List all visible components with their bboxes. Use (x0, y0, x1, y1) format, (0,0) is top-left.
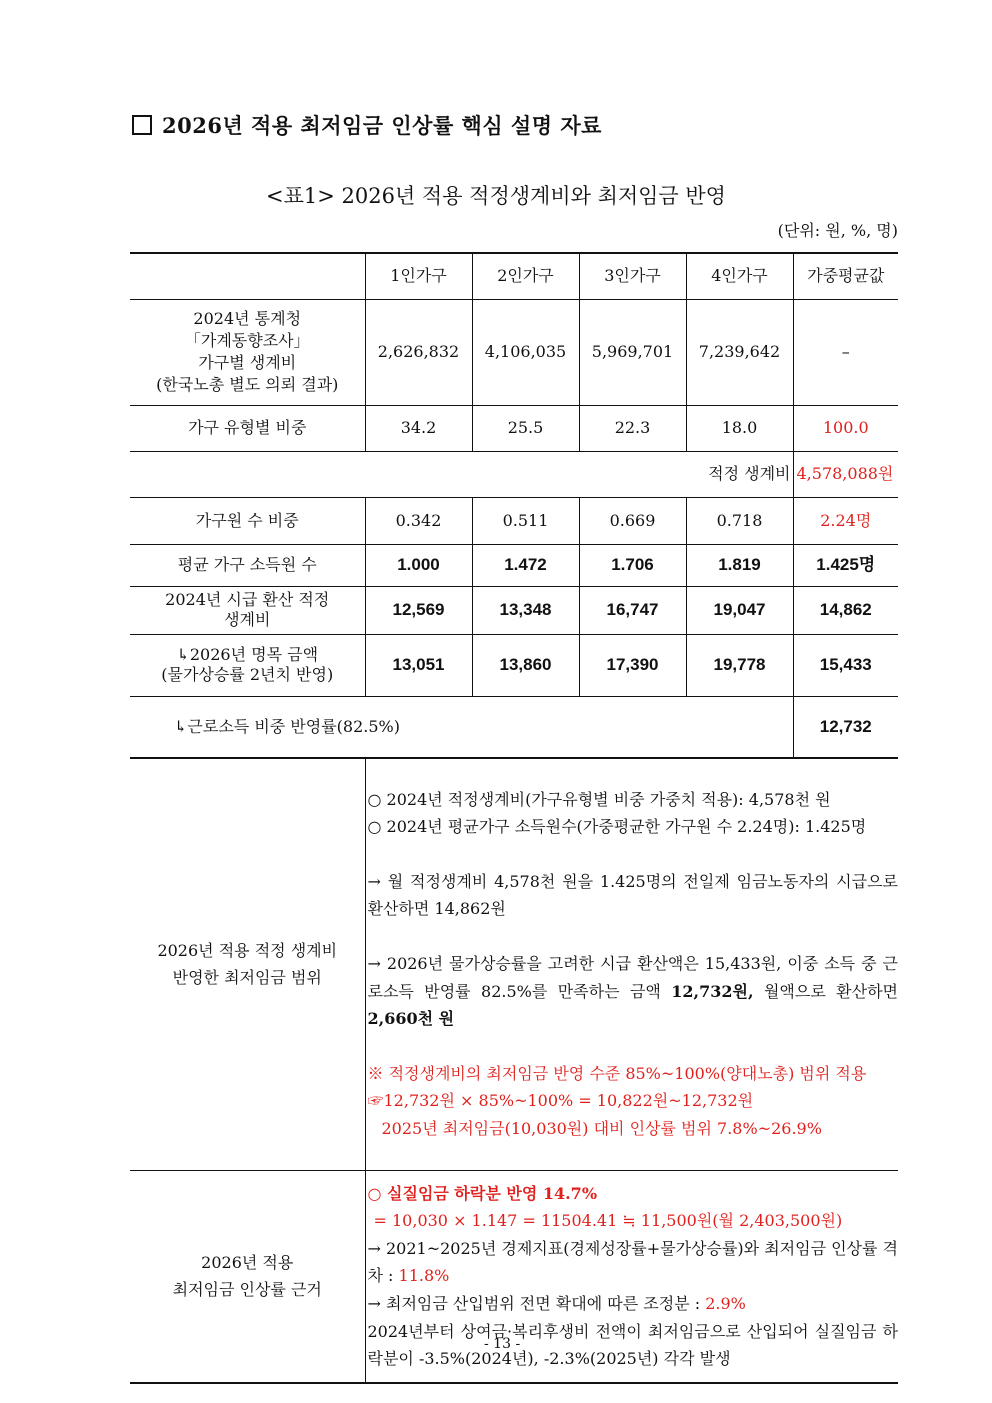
table-cell: 16,747 (579, 586, 686, 634)
table-cell: 2,626,832 (365, 299, 472, 405)
column-header: 2인가구 (472, 253, 579, 299)
table-row-adequate-cost (130, 451, 898, 497)
label-line: (물가상승률 2년치 반영) (161, 665, 334, 684)
unit-note: (단위: 원, %, 명) (777, 221, 898, 240)
column-header: 가중평균값 (793, 253, 898, 299)
table-header-row (130, 253, 898, 299)
label-line: 2024년 통계청 (193, 308, 302, 328)
label-line: 반영한 최저임금 범위 (172, 968, 322, 987)
table-cell: 22.3 (579, 405, 686, 451)
section1-note: ※ 적정생계비의 최저임금 반영 수준 85%~100%(양대노총) 범위 적용 (367, 1063, 867, 1083)
table-cell-total: 1.425명 (793, 544, 898, 586)
table-cell: 0.511 (472, 497, 579, 544)
section1-line: ○ 2024년 적정생계비(가구유형별 비중 가중치 적용): 4,578천 원 (367, 789, 831, 809)
living-cost-table (130, 252, 898, 759)
text-run: 월액으로 환산하면 (753, 981, 899, 1001)
section1-line (368, 950, 899, 1033)
table-cell: 19,778 (686, 634, 793, 696)
row-label-living-cost (130, 299, 365, 405)
row-label-hourly (130, 586, 365, 634)
document-title (132, 110, 602, 140)
text-run: → 최저임금 산입범위 전면 확대에 따른 조정분 : (367, 1294, 706, 1313)
section2-label (130, 1171, 365, 1383)
table-cell: 0.669 (579, 497, 686, 544)
label-line: 생계비 (224, 610, 271, 629)
table-row-hourly-2024 (130, 586, 898, 634)
table-row-avg-earners (130, 544, 898, 586)
table-cell-total: 2.24명 (793, 497, 898, 544)
label-line: 2026년 적용 적정 생계비 (157, 940, 338, 960)
row-label-nominal (130, 634, 365, 696)
row-label: 가구원 수 비중 (130, 497, 365, 544)
table-row-living-cost (130, 299, 898, 405)
text-run: → 2026년 물가상승률을 고려한 시급 환산액은 15,433원, 이중 소득 중 근로소득 반영률 82.5%를 만족하는 금액 (367, 953, 898, 1001)
table-cell: 0.718 (686, 497, 793, 544)
table-cell: 13,860 (472, 634, 579, 696)
table-cell: 0.342 (365, 497, 472, 544)
table-cell-total: 15,433 (793, 634, 898, 696)
column-header: 1인가구 (365, 253, 472, 299)
table-cell: 4,106,035 (472, 299, 579, 405)
emphasis-amount: 2,660천 원 (367, 1009, 455, 1029)
table-cell: 17,390 (579, 634, 686, 696)
page-number: - 13 - (484, 1336, 521, 1352)
section1-label (130, 758, 365, 1171)
label-line: 「가계동향조사」 (184, 330, 310, 350)
title-text: 2026년 적용 최저임금 인상률 핵심 설명 자료 (162, 113, 602, 138)
table-cell: 13,348 (472, 586, 579, 634)
section1-range: 2025년 최저임금(10,030원) 대비 인상률 범위 7.8%~26.9% (381, 1118, 822, 1138)
section1-calc: ☞12,732원 × 85%~100% = 10,822원~12,732원 (367, 1091, 754, 1111)
table-cell-total: 14,862 (793, 586, 898, 634)
labor-income-value: 12,732 (793, 696, 898, 758)
table-row-labor-income (130, 696, 898, 758)
gap-value: 11.8% (398, 1266, 450, 1286)
adjust-value: 2.9% (705, 1294, 746, 1313)
table-cell: 25.5 (472, 405, 579, 451)
table-cell: 18.0 (686, 405, 793, 451)
section2-line (368, 1235, 899, 1290)
table-cell: 34.2 (365, 405, 472, 451)
table-row-household-ratio (130, 405, 898, 451)
emphasis-amount: 12,732원, (671, 981, 754, 1001)
table-cell: 12,569 (365, 586, 472, 634)
table-row-nominal-2026 (130, 634, 898, 696)
table-cell: 1.472 (472, 544, 579, 586)
label-line: (한국노총 별도 의뢰 결과) (156, 375, 339, 395)
adequate-cost-value: 4,578,088원 (793, 451, 898, 497)
section1-line: ○ 2024년 평균가구 소득원수(가중평균한 가구원 수 2.24명): 1.425명 (367, 817, 867, 837)
section2-line (368, 1290, 899, 1318)
section2-calc: = 10,030 × 1.147 = 11504.41 ≒ 11,500원(월 2,403,500원) (373, 1211, 843, 1231)
column-header: 4인가구 (686, 253, 793, 299)
explanation-table (130, 757, 898, 1384)
labor-income-label: ↳근로소득 비중 반영률(82.5%) (130, 696, 793, 758)
text-run: → 2021~2025년 경제지표(경제성장률+물가상승률)와 최저임금 인상률 격차 : (367, 1238, 899, 1286)
table-cell: 1.000 (365, 544, 472, 586)
table-cell-total: 100.0 (793, 405, 898, 451)
header-empty-cell (130, 253, 365, 299)
section2-body (365, 1171, 898, 1383)
table-cell: 5,969,701 (579, 299, 686, 405)
section1-body (365, 758, 898, 1171)
row-label: 평균 가구 소득원 수 (130, 544, 365, 586)
label-line: 가구별 생계비 (198, 353, 297, 372)
row-label: 가구 유형별 비중 (130, 405, 365, 451)
column-header: 3인가구 (579, 253, 686, 299)
section-living-cost-range (130, 758, 898, 1171)
adequate-cost-label: 적정 생계비 (130, 451, 793, 497)
section2-heading: ○ 실질임금 하락분 반영 14.7% (367, 1183, 598, 1203)
table-cell: 7,239,642 (686, 299, 793, 405)
table-cell: – (793, 299, 898, 405)
table-caption: <표1> 2026년 적용 적정생계비와 최저임금 반영 (266, 184, 726, 208)
table-cell: 19,047 (686, 586, 793, 634)
label-line: ↳2026년 명목 금액 (176, 645, 319, 664)
section1-line: → 월 적정생계비 4,578천 원을 1.425명의 전일제 임금노동자의 시급으로 환산하면 14,862원 (367, 871, 898, 919)
table-cell: 13,051 (365, 634, 472, 696)
table-row-member-ratio (130, 497, 898, 544)
checkbox-square-icon (132, 115, 152, 135)
table-cell: 1.706 (579, 544, 686, 586)
label-line: 2026년 적용 (201, 1253, 294, 1273)
label-line: 2024년 시급 환산 적정 (165, 590, 330, 609)
label-line: 최저임금 인상률 근거 (172, 1280, 322, 1300)
table-cell: 1.819 (686, 544, 793, 586)
section2-line: 2024년부터 상여금·복리후생비 전액이 최저임금으로 산입되어 실질임금 하락분이 -3.5%(2024년), -2.3%(2025년) 각각 발생 (367, 1321, 898, 1369)
